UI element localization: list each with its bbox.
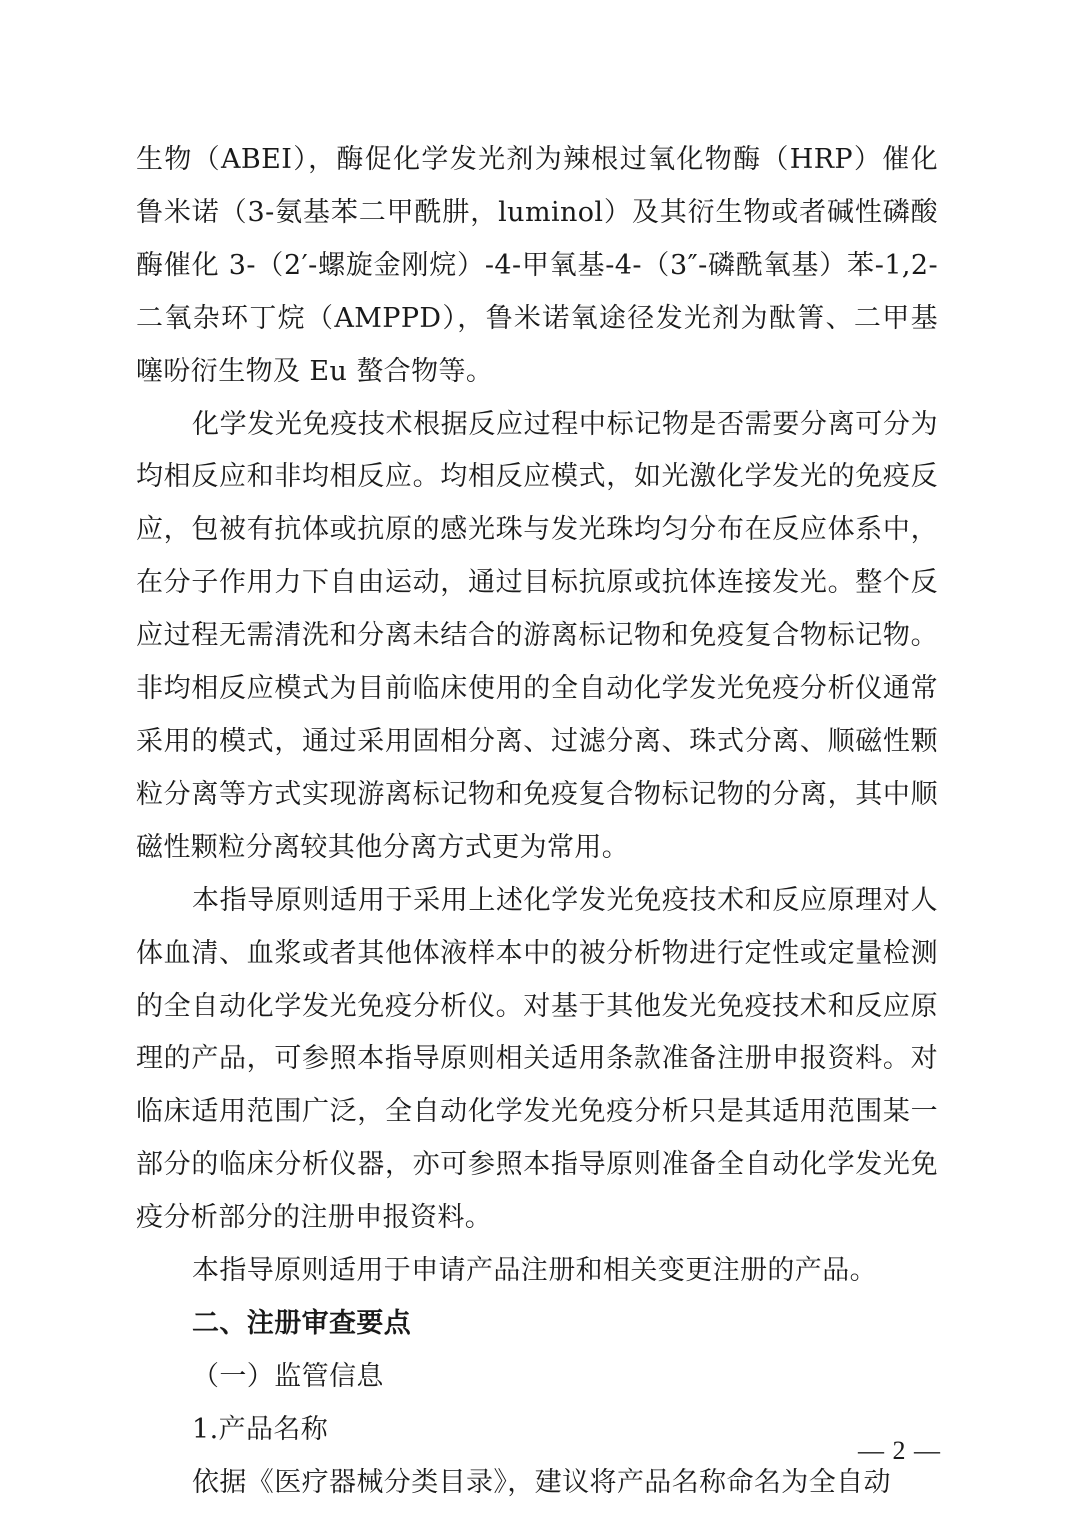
paragraph-reaction-modes: 化学发光免疫技术根据反应过程中标记物是否需要分离可分为均相反应和非均相反应。均相反应模式，如光激化学发光的免疫反应，包被有抗体或抗原的感光珠与发光珠均匀分布在反应体系中，在分子作用力下自由运动，通过目标抗原或抗体连接发光。整个反应过程无需清洗和分离未结合的游离标记物和免疫复合物标记物。非均相反应模式为目前临床使用的全自动化学发光免疫分析仪通常采用的模式，通过采用固相分离、过滤分离、珠式分离、顺磁性颗粒分离等方式实现游离标记物和免疫复合物标记物的分离，其中顺磁性颗粒分离较其他分离方式更为常用。	[136, 408, 938, 863]
item-heading: 1.产品名称	[192, 1413, 329, 1445]
paragraph-scope: 本指导原则适用于采用上述化学发光免疫技术和反应原理对人体血清、血浆或者其他体液样本中的被分析物进行定性或定量检测的全自动化学发光免疫分析仪。对基于其他发光免疫技术和反应原理的产品，可参照本指导原则相关适用条款准备注册申报资料。对临床适用范围广泛，全自动化学发光免疫分析只是其适用范围某一部分的临床分析仪器，亦可参照本指导原则准备全自动化学发光免疫分析部分的注册申报资料。	[136, 884, 938, 1234]
paragraph-applicability: 本指导原则适用于申请产品注册和相关变更注册的产品。	[192, 1255, 877, 1287]
subsection-heading: （一）监管信息	[192, 1360, 384, 1392]
paragraph-chemiluminescent-agents: 生物（ABEI），酶促化学发光剂为辣根过氧化物酶（HRP）催化鲁米诺（3-氨基苯二甲酰肼，luminol）及其衍生物或者碱性磷酸酶催化 3-（2′-螺旋金刚烷）-4-甲氧基-4-（3″-磷酰氧基）苯-1,2-二氧杂环丁烷（AMPPD），鲁米诺氧途径发光剂为酞箐、二甲基噻吩衍生物及 Eu 螯合物等。	[136, 144, 938, 387]
paragraph-product-name: 依据《医疗器械分类目录》，建议将产品名称命名为全自动	[192, 1466, 891, 1498]
page-number: — 2 —	[858, 1436, 941, 1465]
section-heading: 二、注册审查要点	[192, 1307, 412, 1339]
document-body	[136, 134, 938, 1510]
